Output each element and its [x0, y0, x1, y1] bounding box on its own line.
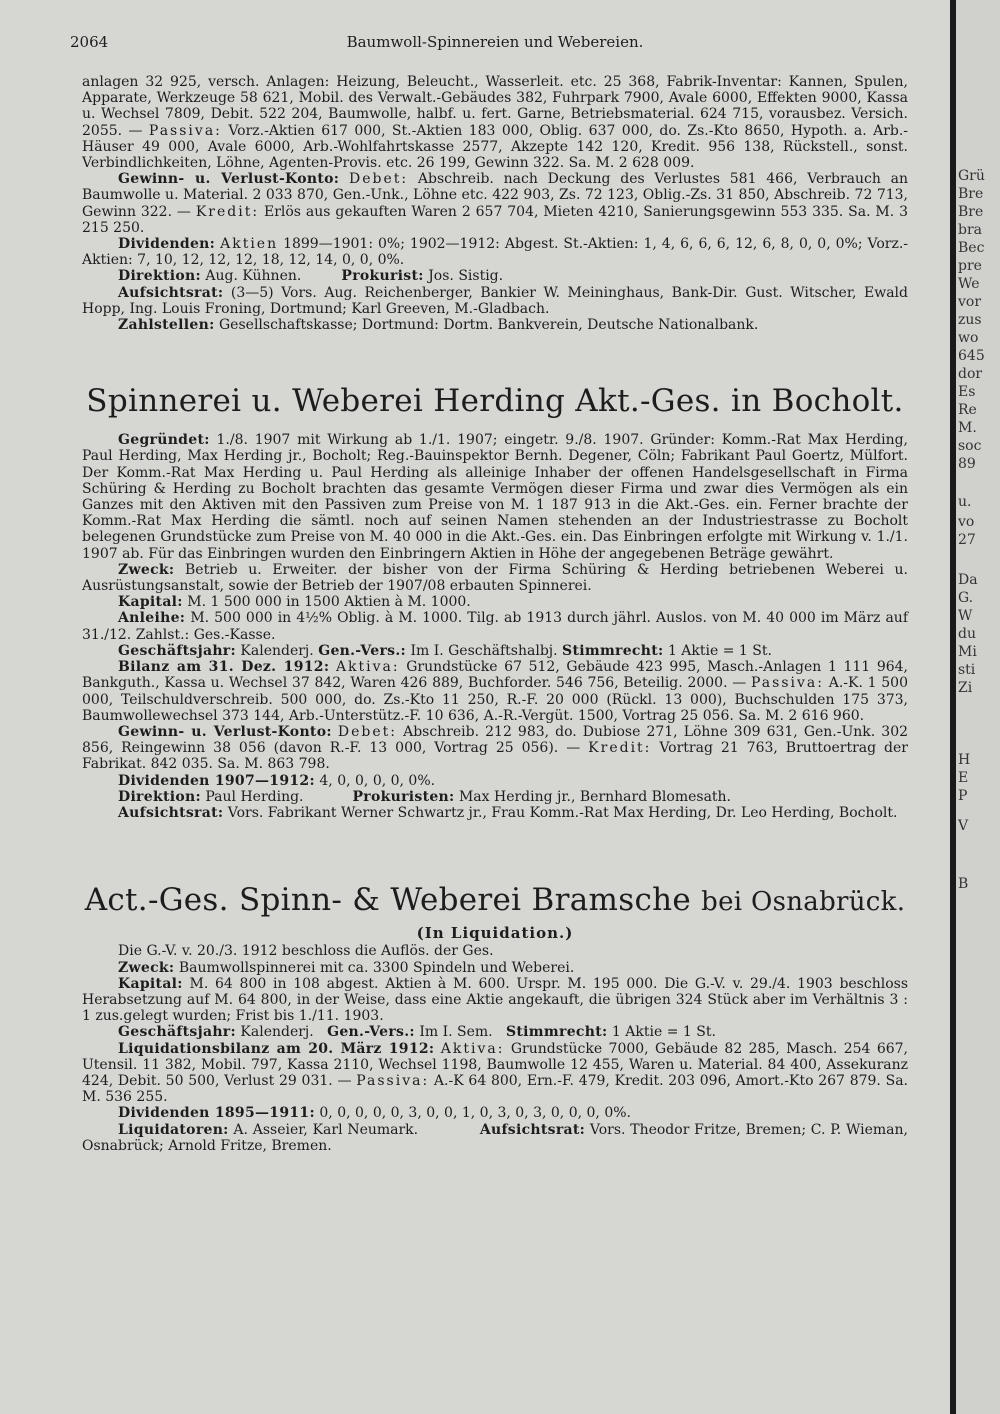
fiscal-year: Geschäftsjahr: Kalenderj. Gen.-Vers.: Im I. Geschäftshalbj. Stimmrecht: 1 Aktie = 1 St.: [118, 642, 772, 659]
adjacent-page-fragment: W: [958, 608, 973, 624]
adjacent-page-fragment: Mi: [958, 644, 977, 660]
adjacent-page-fragment: 27: [958, 532, 976, 548]
dividends: Dividenden 1907—1912: 4, 0, 0, 0, 0, 0%.: [118, 772, 436, 789]
liquidation-status: (In Liquidation.): [416, 924, 574, 943]
entry-herding: [82, 432, 908, 821]
adjacent-page-fragment: Zi: [958, 680, 973, 696]
adjacent-page-fragment: 89: [958, 456, 976, 472]
adjacent-page-fragment: sti: [958, 662, 976, 678]
entry-continued: [82, 74, 908, 333]
adjacent-page-fragment: Re: [958, 402, 977, 418]
adjacent-page-fragment: G.: [958, 590, 974, 606]
adjacent-page-fragment: B: [958, 876, 969, 892]
loan: Anleihe: M. 500 000 in 4½% Oblig. à M. 1000. Tilg. ab 1913 durch jährl. Auslos. von M. 40 000 im März auf 31./12. Zahlst.: Ges.-Kasse.: [82, 610, 909, 643]
fiscal-year: Geschäftsjahr: Kalenderj. Gen.-Vers.: Im I. Sem. Stimmrecht: 1 Aktie = 1 St.: [118, 1024, 716, 1041]
adjacent-page-fragment: H: [958, 752, 971, 768]
entry-bramsche: [82, 943, 908, 1154]
balance-sheet: Bilanz am 31. Dez. 1912: Aktiva: Grundstücke 67 512, Gebäude 423 995, Masch.-Anlagen 1 111 964, Bankguth., Kassa u. Wechsel 37 842, Waren 426 889, Buchforder. 546 756, Beteilig. 2000. — Passiva: A.-K. 1 500 000, Teilschuldverschreib. 500 000, do. Zs.-Kto 11 250, R.-F. 20 000 (Rückl. 13 000), Buchschulden 175 373, Baumwollewechsel 373 144, Arb.-Unterstütz.-F. 10 636, A.-R.-Vergüt. 1500, Vortrag 25 056. Sa. M. 2 616 960.: [82, 659, 908, 724]
adjacent-page-fragment: Bec: [958, 240, 985, 256]
supervisory-board: Aufsichtsrat: (3—5) Vors. Aug. Reichenberger, Bankier W. Meininghaus, Bank-Dir. Gust. Witscher, Ewald Hopp, Ing. Louis Froning, Dortmund; Karl Greeven, M.-Gladbach.: [82, 284, 908, 317]
adjacent-page-fragment: M.: [958, 420, 977, 436]
capital: Kapital: M. 64 800 in 108 abgest. Aktien à M. 600. Urspr. M. 195 000. Die G.-V. v. 29./4. 1903 beschloss Herabsetzung auf M. 64 800, in der Weise, dass eine Aktie angekauft, die übrigen 324 Stück aber im Verhältnis 3 : 1 zus.gelegt wurden; Frist bis 1./11. 1903.: [82, 975, 909, 1025]
founded: Gegründet: 1./8. 1907 mit Wirkung ab 1./1. 1907; eingetr. 9./8. 1907. Gründer: Komm.-Rat Max Herding, Paul Herding, Max Herding jr., Bocholt; Reg.-Bauinspektor Bernh. Degener, Cöln; Fabrikant Paul Goertz, Mülfort. Der Komm.-Rat Max Herding u. Paul Herding als alleinige Inhaber der offenen Handelsgesellschaft in Firma Schüring & Herding zu Bocholt brachten das gesamte Vermögen dieser Firma und zwar dies Vermögen als ein Ganzes mit den Aktiven mit den Passiven zum Preise von M. 1 187 913 in die Akt.-Ges. ein. Ferner brachte der Komm.-Rat Max Herding die sämtl. noch auf seinen Namen stehenden an der Industriestrasse zu Bocholt belegenen Grundstücke zum Preise von M. 40 000 in die Akt.-Ges. ein. Das Einbringen erfolgte mit Wirkung v. 1./1. 1907 ab. Für das Einbringen wurden den Einbringern Aktien in Höhe der angegebenen Beträge gewährt.: [82, 432, 908, 562]
adjacent-page-fragment: Bre: [958, 186, 984, 202]
profit-loss-account: Gewinn- u. Verlust-Konto: Debet: Abschreib. nach Deckung des Verlustes 581 466, Verbrauch an Baumwolle u. Material. 2 033 870, Gen.-Unk., Löhne etc. 422 903, Zs. 72 123, Oblig.-Zs. 31 850, Abschreib. 72 713, Gewinn 322. — Kredit: Erlös aus gekauften Waren 2 657 704, Mieten 4210, Sanierungsgewinn 553 335. Sa. M. 3 215 250.: [82, 171, 909, 236]
company-title-herding: Spinnerei u. Weberei Herding Akt.-Ges. in Bocholt.: [86, 383, 904, 420]
page-content: [70, 33, 909, 1154]
adjacent-page-fragment: du: [958, 626, 976, 642]
supervisory-board: Aufsichtsrat: Vors. Fabrikant Werner Schwartz jr., Frau Komm.-Rat Max Herding, Dr. Leo Herding, Bocholt.: [118, 804, 898, 821]
adjacent-page-fragment: We: [958, 276, 980, 292]
running-title: Baumwoll-Spinnereien und Webereien.: [346, 33, 644, 51]
adjacent-page-fragment: Es: [958, 384, 976, 400]
capital: Kapital: M. 1 500 000 in 1500 Aktien à M. 1000.: [118, 594, 471, 611]
adjacent-page-fragment: V: [958, 818, 969, 834]
purpose: Zweck: Baumwollspinnerei mit ca. 3300 Spindeln und Weberei.: [118, 959, 575, 976]
running-header: [70, 33, 908, 56]
liquidators: Liquidatoren: A. Asseier, Karl Neumark. Aufsichtsrat: Vors. Theodor Fritze, Bremen; C. P. Wieman, Osnabrück; Arnold Fritze, Bremen.: [82, 1121, 908, 1154]
balance-continuation: anlagen 32 925, versch. Anlagen: Heizung, Beleucht., Wasserleit. etc. 25 368, Fabrik-Inventar: Kannen, Spulen, Apparate, Werkzeuge 58 621, Mobil. des Verwalt.-Gebäudes 382, Fuhrpark 7900, Avale 6000, Effekten 9000, Kassa u. Wechsel 7809, Debit. 522 204, Baumwolle, halbf. u. fert. Garne, Betriebsmaterial. 624 715, vorausbez. Versich. 2055. — Passiva: Vorz.-Aktien 617 000, St.-Aktien 183 000, Oblig. 637 000, do. Zs.-Kto 8650, Hypoth. a. Arb.-Häuser 49 000, Avale 6000, Arb.-Wohlfahrtskasse 2577, Akzepte 142 120, Kredit. 956 138, Rückstell., sonst. Verbindlichkeiten, Löhne, Agenten-Provis. etc. 26 199, Gewinn 322. Sa. M. 2 628 009.: [82, 74, 909, 172]
adjacent-page-fragment: bra: [958, 222, 983, 238]
adjacent-page-strip: [956, 0, 1000, 1414]
page-number: 2064: [70, 33, 109, 51]
adjacent-page-fragment: vor: [958, 294, 982, 310]
purpose: Zweck: Betrieb u. Erweiter. der bisher von der Firma Schüring & Herding betriebenen Weberei u. Ausrüstungsanstalt, sowie der Betrieb der 1907/08 erbauten Spinnerei.: [82, 561, 908, 595]
intro: Die G.-V. v. 20./3. 1912 beschloss die Auflös. der Ges.: [118, 943, 494, 960]
adjacent-page-fragment: pre: [958, 258, 982, 274]
dividends: Dividenden 1895—1911: 0, 0, 0, 0, 0, 3, 0, 0, 1, 0, 3, 0, 3, 0, 0, 0, 0%.: [118, 1105, 631, 1122]
management: Direktion: Paul Herding. Prokuristen: Max Herding jr., Bernhard Blomesath.: [118, 788, 732, 805]
adjacent-page-fragment: wo: [958, 330, 979, 346]
adjacent-page-fragment: Grü: [958, 168, 985, 184]
adjacent-page-fragment: E: [958, 770, 969, 786]
paying-agents: Zahlstellen: Gesellschaftskasse; Dortmund: Dortm. Bankverein, Deutsche Nationalbank.: [118, 317, 759, 334]
adjacent-page-fragment: soc: [958, 438, 982, 454]
management: Direktion: Aug. Kühnen. Prokurist: Jos. Sistig.: [118, 268, 504, 285]
company-title-bramsche: Act.-Ges. Spinn- & Weberei Bramsche bei Osnabrück.: [84, 882, 906, 919]
adjacent-page-fragment: Bre: [958, 204, 984, 220]
profit-loss-account: Gewinn- u. Verlust-Konto: Debet: Abschreib. 212 983, do. Dubiose 271, Löhne 309 631, Gen.-Unk. 302 856, Reingewinn 38 056 (davon R.-F. 13 000, Vortrag 25 056). — Kredit: Vortrag 21 763, Bruttoertrag der Fabrikat. 842 035. Sa. M. 863 798.: [82, 723, 909, 773]
adjacent-page-fragment: vo: [958, 514, 975, 530]
dividends: Dividenden: Aktien 1899—1901: 0%; 1902—1912: Abgest. St.-Aktien: 1, 4, 6, 6, 6, 12, 6, 8, 0, 0, 0%; Vorz.-Aktien: 7, 10, 12, 12, 12, 18, 12, 14, 0, 0, 0%.: [82, 236, 908, 269]
adjacent-page-fragment: Da: [958, 572, 978, 588]
adjacent-page-fragment: 645: [958, 348, 985, 364]
adjacent-page-fragment: dor: [958, 366, 983, 382]
adjacent-page-fragment: zus: [958, 312, 982, 328]
adjacent-page-fragment: u.: [958, 494, 972, 510]
adjacent-page-fragment: P: [958, 788, 968, 804]
liquidation-balance: Liquidationsbilanz am 20. März 1912: Aktiva: Grundstücke 7000, Gebäude 82 285, Masch. 254 667, Utensil. 11 382, Mobil. 797, Kassa 2110, Wechsel 1198, Baumwolle 12 455, Waren u. Material. 84 400, Assekuranz 424, Debit. 50 500, Verlust 29 031. — Passiva: A.-K 64 800, Ern.-F. 479, Kredit. 203 096, Amort.-Kto 267 879. Sa. M. 536 255.: [82, 1040, 909, 1106]
